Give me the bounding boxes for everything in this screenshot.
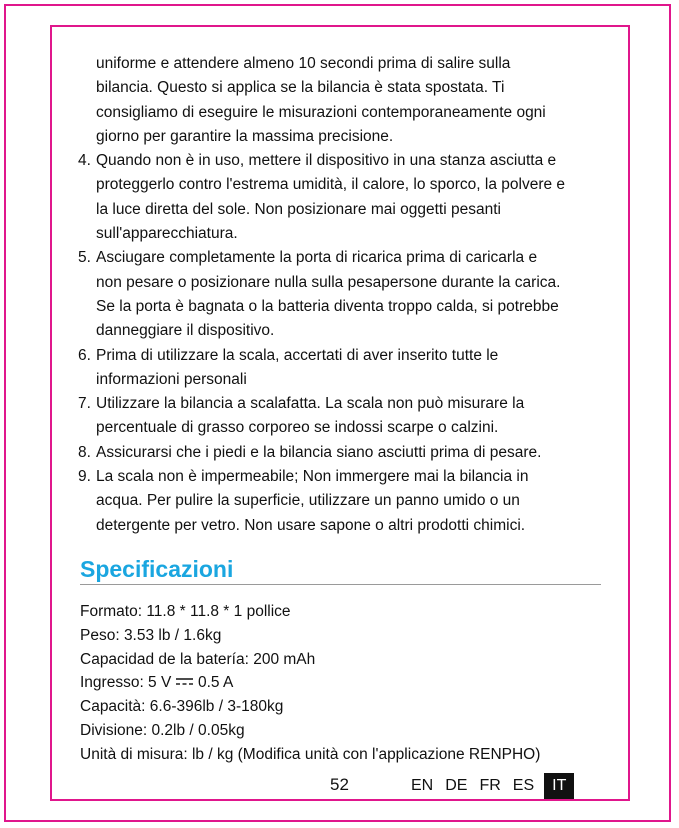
- list-item-6: [78, 344, 608, 393]
- text-line: la luce diretta del sole. Non posizionare mai oggetti pesanti: [96, 200, 501, 218]
- instructions-list: [78, 52, 608, 538]
- spec-weight: Peso: 3.53 lb / 1.6kg: [80, 626, 222, 644]
- list-item-5: [78, 246, 608, 343]
- page-number: 52: [330, 775, 349, 794]
- intro-paragraph: [78, 52, 608, 149]
- text-line: informazioni personali: [96, 370, 247, 388]
- text-line: uniforme e attendere almeno 10 secondi prima di salire sulla: [96, 55, 511, 72]
- item-number: 6.: [78, 346, 91, 364]
- lang-en[interactable]: EN: [411, 777, 434, 794]
- language-selector: [405, 773, 574, 799]
- spec-format: Formato: 11.8 * 11.8 * 1 pollice: [80, 603, 291, 620]
- text-line: La scala non è impermeabile; Non immergere mai la bilancia in: [96, 468, 529, 486]
- lang-it-active[interactable]: IT: [544, 773, 574, 799]
- section-divider: [80, 584, 601, 585]
- text-line: danneggiare il dispositivo.: [96, 322, 275, 340]
- spec-input-label: Ingresso: 5 V: [80, 674, 172, 692]
- item-number: 4.: [78, 152, 91, 170]
- spec-input-value: 0.5 A: [197, 674, 234, 692]
- list-item-4: [78, 149, 608, 246]
- text-line: percentuale di grasso corporeo se indossi scarpe o calzini.: [96, 419, 499, 437]
- spec-units: Unità di misura: lb / kg (Modifica unità con l'applicazione RENPHO): [80, 745, 541, 763]
- text-line: giorno per garantire la massima precisione.: [96, 127, 394, 145]
- text-line: Utilizzare la bilancia a scalafatta. La scala non può misurare la: [96, 395, 525, 413]
- item-number: 8.: [78, 443, 91, 461]
- item-number: 9.: [78, 468, 91, 486]
- dc-current-icon: [176, 677, 193, 687]
- list-item-9: [78, 465, 608, 538]
- lang-de[interactable]: DE: [445, 777, 468, 794]
- lang-fr[interactable]: FR: [479, 777, 501, 794]
- lang-es[interactable]: ES: [512, 777, 535, 794]
- list-item-8: [78, 441, 608, 465]
- text-line: proteggerlo contro l'estrema umidità, il calore, lo sporco, la polvere e: [96, 176, 566, 194]
- spec-input: [80, 671, 610, 695]
- item-number: 5.: [78, 249, 91, 267]
- text-line: Prima di utilizzare la scala, accertati di aver inserito tutte le: [96, 346, 499, 364]
- spec-capacity: Capacità: 6.6-396lb / 3-180kg: [80, 698, 284, 716]
- section-title: Specificazioni: [80, 556, 234, 582]
- specifications-list: [80, 600, 610, 767]
- text-line: Assicurarsi che i piedi e la bilancia siano asciutti prima di pesare.: [96, 443, 542, 461]
- text-line: Asciugare completamente la porta di ricarica prima di caricarla e: [96, 249, 538, 267]
- text-line: detergente per vetro. Non usare sapone o altri prodotti chimici.: [96, 516, 526, 534]
- text-line: sull'apparecchiatura.: [96, 225, 238, 243]
- text-line: Quando non è in uso, mettere il dispositivo in una stanza asciutta e: [96, 152, 557, 170]
- spec-division: Divisione: 0.2lb / 0.05kg: [80, 721, 245, 739]
- text-line: consigliamo di eseguire le misurazioni contemporaneamente ogni: [96, 103, 546, 121]
- text-line: Se la porta è bagnata o la batteria diventa troppo calda, si potrebbe: [96, 297, 559, 315]
- text-line: acqua. Per pulire la superficie, utilizzare un panno umido o un: [96, 492, 520, 510]
- item-number: 7.: [78, 395, 91, 413]
- text-line: bilancia. Questo si applica se la bilancia è stata spostata. Ti: [96, 79, 505, 97]
- text-line: non pesare o posizionare nulla sulla pesapersone durante la carica.: [96, 273, 561, 291]
- list-item-7: [78, 392, 608, 441]
- spec-battery: Capacidad de la batería: 200 mAh: [80, 650, 316, 668]
